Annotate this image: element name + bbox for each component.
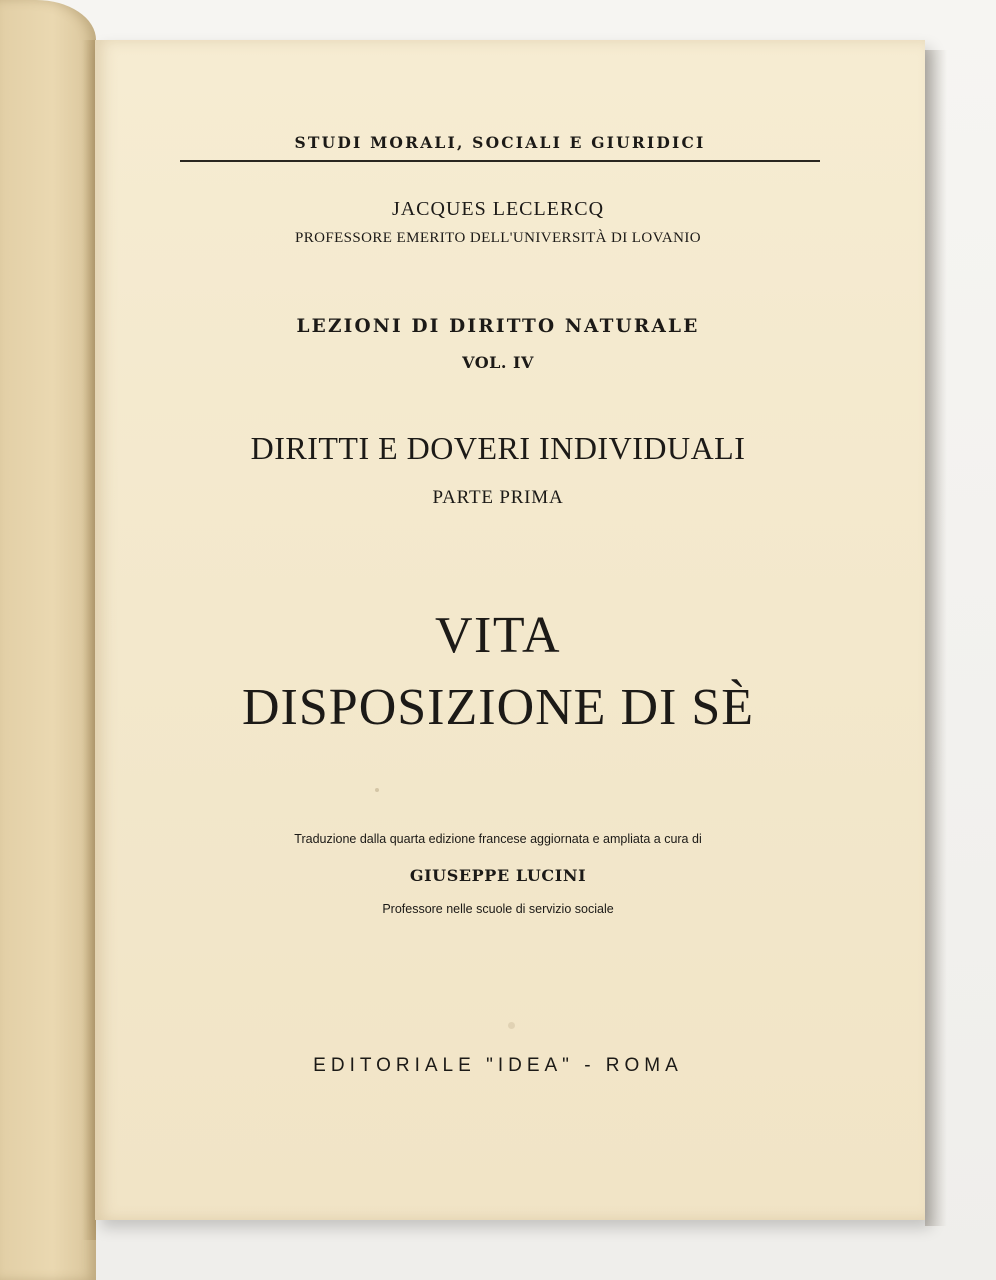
series-rule [180,160,820,162]
book-title-line-2: DISPOSIZIONE DI SÈ [242,679,754,736]
paper-spot [375,788,379,792]
book-title-line-1: VITA [434,607,562,664]
book-part: PARTE PRIMA [432,487,564,508]
series-title: STUDI MORALI, SOCIALI E GIURIDICI [294,133,706,152]
translator-role: Professore nelle scuole di servizio sociale [382,902,614,916]
paper-spot [508,1022,515,1029]
course-title: LEZIONI DI DIRITTO NATURALE [296,316,700,337]
book-subtitle: DIRITTI E DOVERI INDIVIDUALI [250,430,746,466]
page-shadow [925,50,947,1226]
author-name: JACQUES LECLERCQ [391,198,605,220]
left-page-edge [82,40,96,1240]
volume-number: VOL. IV [462,353,534,372]
translation-note: Traduzione dalla quarta edizione francese aggiornata e ampliata a cura di [294,832,702,846]
translator-name: GIUSEPPE LUCINI [409,866,587,885]
author-role: PROFESSORE EMERITO DELL'UNIVERSITÀ DI LOVANIO [295,230,701,246]
publisher: EDITORIALE "IDEA" - ROMA [313,1055,683,1076]
